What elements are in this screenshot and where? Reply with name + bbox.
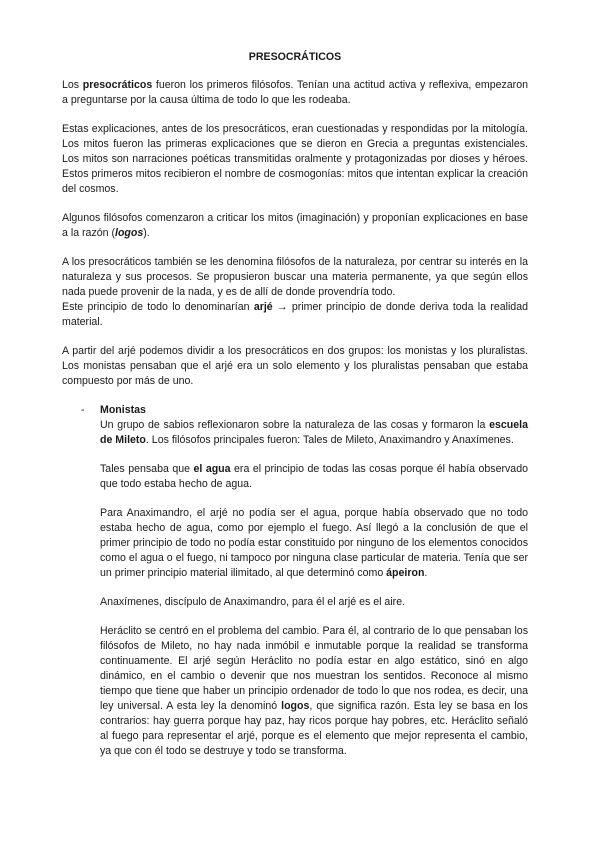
paragraph-naturaleza: A los presocráticos también se les denomina filósofos de la naturaleza, por centrar su interés en la naturaleza y sus procesos. Se propusieron buscar una materia permanente, ya que según ellos nada puede provenir de la nada, y es de allí de donde provendría todo. bbox=[62, 256, 528, 298]
paragraph-heraclito bbox=[100, 624, 528, 759]
text-run: Para Anaximandro, el arjé no podía ser el agua, porque había observado que no todo estaba hecho de agua, como por ejemplo el fuego. Así llegó a la conclusión de que el primer principio de todo no podía estar constituido por ninguno de los elementos conocidos como el agua o el fuego, ni tampoco por ninguna clase particular de materia. Tenía que ser un primer principio material ilimitado, al que determinó como bbox=[100, 507, 528, 579]
paragraph-tales bbox=[100, 462, 528, 492]
document-page bbox=[62, 50, 528, 773]
list-item-body bbox=[100, 403, 528, 759]
list-heading-monistas: Monistas bbox=[100, 404, 146, 416]
list-bullet-dash: - bbox=[81, 404, 85, 416]
text-run: Un grupo de sabios reflexionaron sobre la naturaleza de las cosas y formaron la bbox=[100, 419, 490, 431]
text-run: Tales pensaba que bbox=[100, 463, 194, 475]
paragraph-intro bbox=[62, 78, 528, 108]
paragraph-grupos: A partir del arjé podemos dividir a los presocráticos en dos grupos: los monistas y los pluralistas. Los monistas pensaban que el arjé era un solo elemento y los pluralistas pensaban que estaba compuesto por más de uno. bbox=[62, 345, 528, 387]
text-run: Algunos filósofos comenzaron a criticar los mitos (imaginación) y proponían explicaciones en base a la razón ( bbox=[62, 212, 528, 239]
paragraph-mitologia: Estas explicaciones, antes de los presocráticos, eran cuestionadas y respondidas por la mitología. Los mitos fueron las primeras explicaciones que se dieron en Grecia a preguntas existenciales. Los mitos son narraciones poéticas transmitidas oralmente y protagonizadas por dioses y héroes. Estos primeros mitos recibieron el nombre de cosmogonías: mitos que intentan explicar la creación del cosmos. bbox=[62, 123, 528, 195]
paragraph-anaximenes: Anaxímenes, discípulo de Anaximandro, para él el arjé es el aire. bbox=[100, 596, 406, 608]
paragraph-logos bbox=[62, 211, 528, 241]
term-logos-heraclito: logos bbox=[281, 700, 310, 712]
text-run: . Los filósofos principales fueron: Tales de Mileto, Anaximandro y Anaxímenes. bbox=[145, 434, 514, 446]
text-run: Este principio de todo lo denominarían bbox=[62, 301, 254, 313]
text-run: . bbox=[424, 567, 428, 579]
paragraph-mileto bbox=[100, 418, 528, 448]
document-title: PRESOCRÁTICOS bbox=[248, 51, 342, 63]
text-run: Los bbox=[62, 79, 83, 91]
term-logos: logos bbox=[115, 227, 144, 239]
term-apeiron: ápeiron bbox=[386, 567, 425, 579]
text-run: Heráclito se centró en el problema del cambio. Para él, al contrario de lo que pensaban los filósofos de Mileto, no hay nada inmóbil e inmutable porque la realidad se transforma continuamente. El arjé según Heráclito no podía estar en algo estático, sinó en algo dinámico, en el cambio o devenir que nos muestran los sentidos. Reconoce al mismo tiempo que tiene que haber un principio ordenador de todo lo que nos rodea, es decir, una ley universal. A esta ley la denominó bbox=[100, 625, 528, 712]
term-el-agua: el agua bbox=[193, 463, 231, 475]
text-run: era el principio de todas las cosas porque él había observado que todo estaba hecho de agua. bbox=[100, 463, 528, 490]
text-run: ). bbox=[143, 227, 150, 239]
paragraph-anaximandro bbox=[100, 506, 528, 581]
term-arje: arjé bbox=[253, 301, 273, 313]
text-run: → primer principio de donde deriva toda la realidad material. bbox=[62, 301, 528, 328]
paragraph-arje bbox=[62, 300, 528, 330]
text-run: fueron los primeros filósofos. Tenían una actitud activa y reflexiva, empezaron a preguntarse por la causa última de todo lo que les rodeaba. bbox=[62, 79, 528, 106]
text-run: , que significa razón. Esta ley se basa en los contrarios: hay guerra porque hay paz, hay ricos porque hay pobres, etc. Heráclito señaló al fuego para representar el arjé, porque es el elemento que mejor representa el cambio, ya que con él todo se destruye y todo se transforma. bbox=[100, 700, 528, 757]
term-presocraticos: presocráticos bbox=[82, 79, 153, 91]
term-escuela-mileto: escuela de Mileto bbox=[100, 419, 528, 446]
list-monistas bbox=[62, 403, 528, 759]
